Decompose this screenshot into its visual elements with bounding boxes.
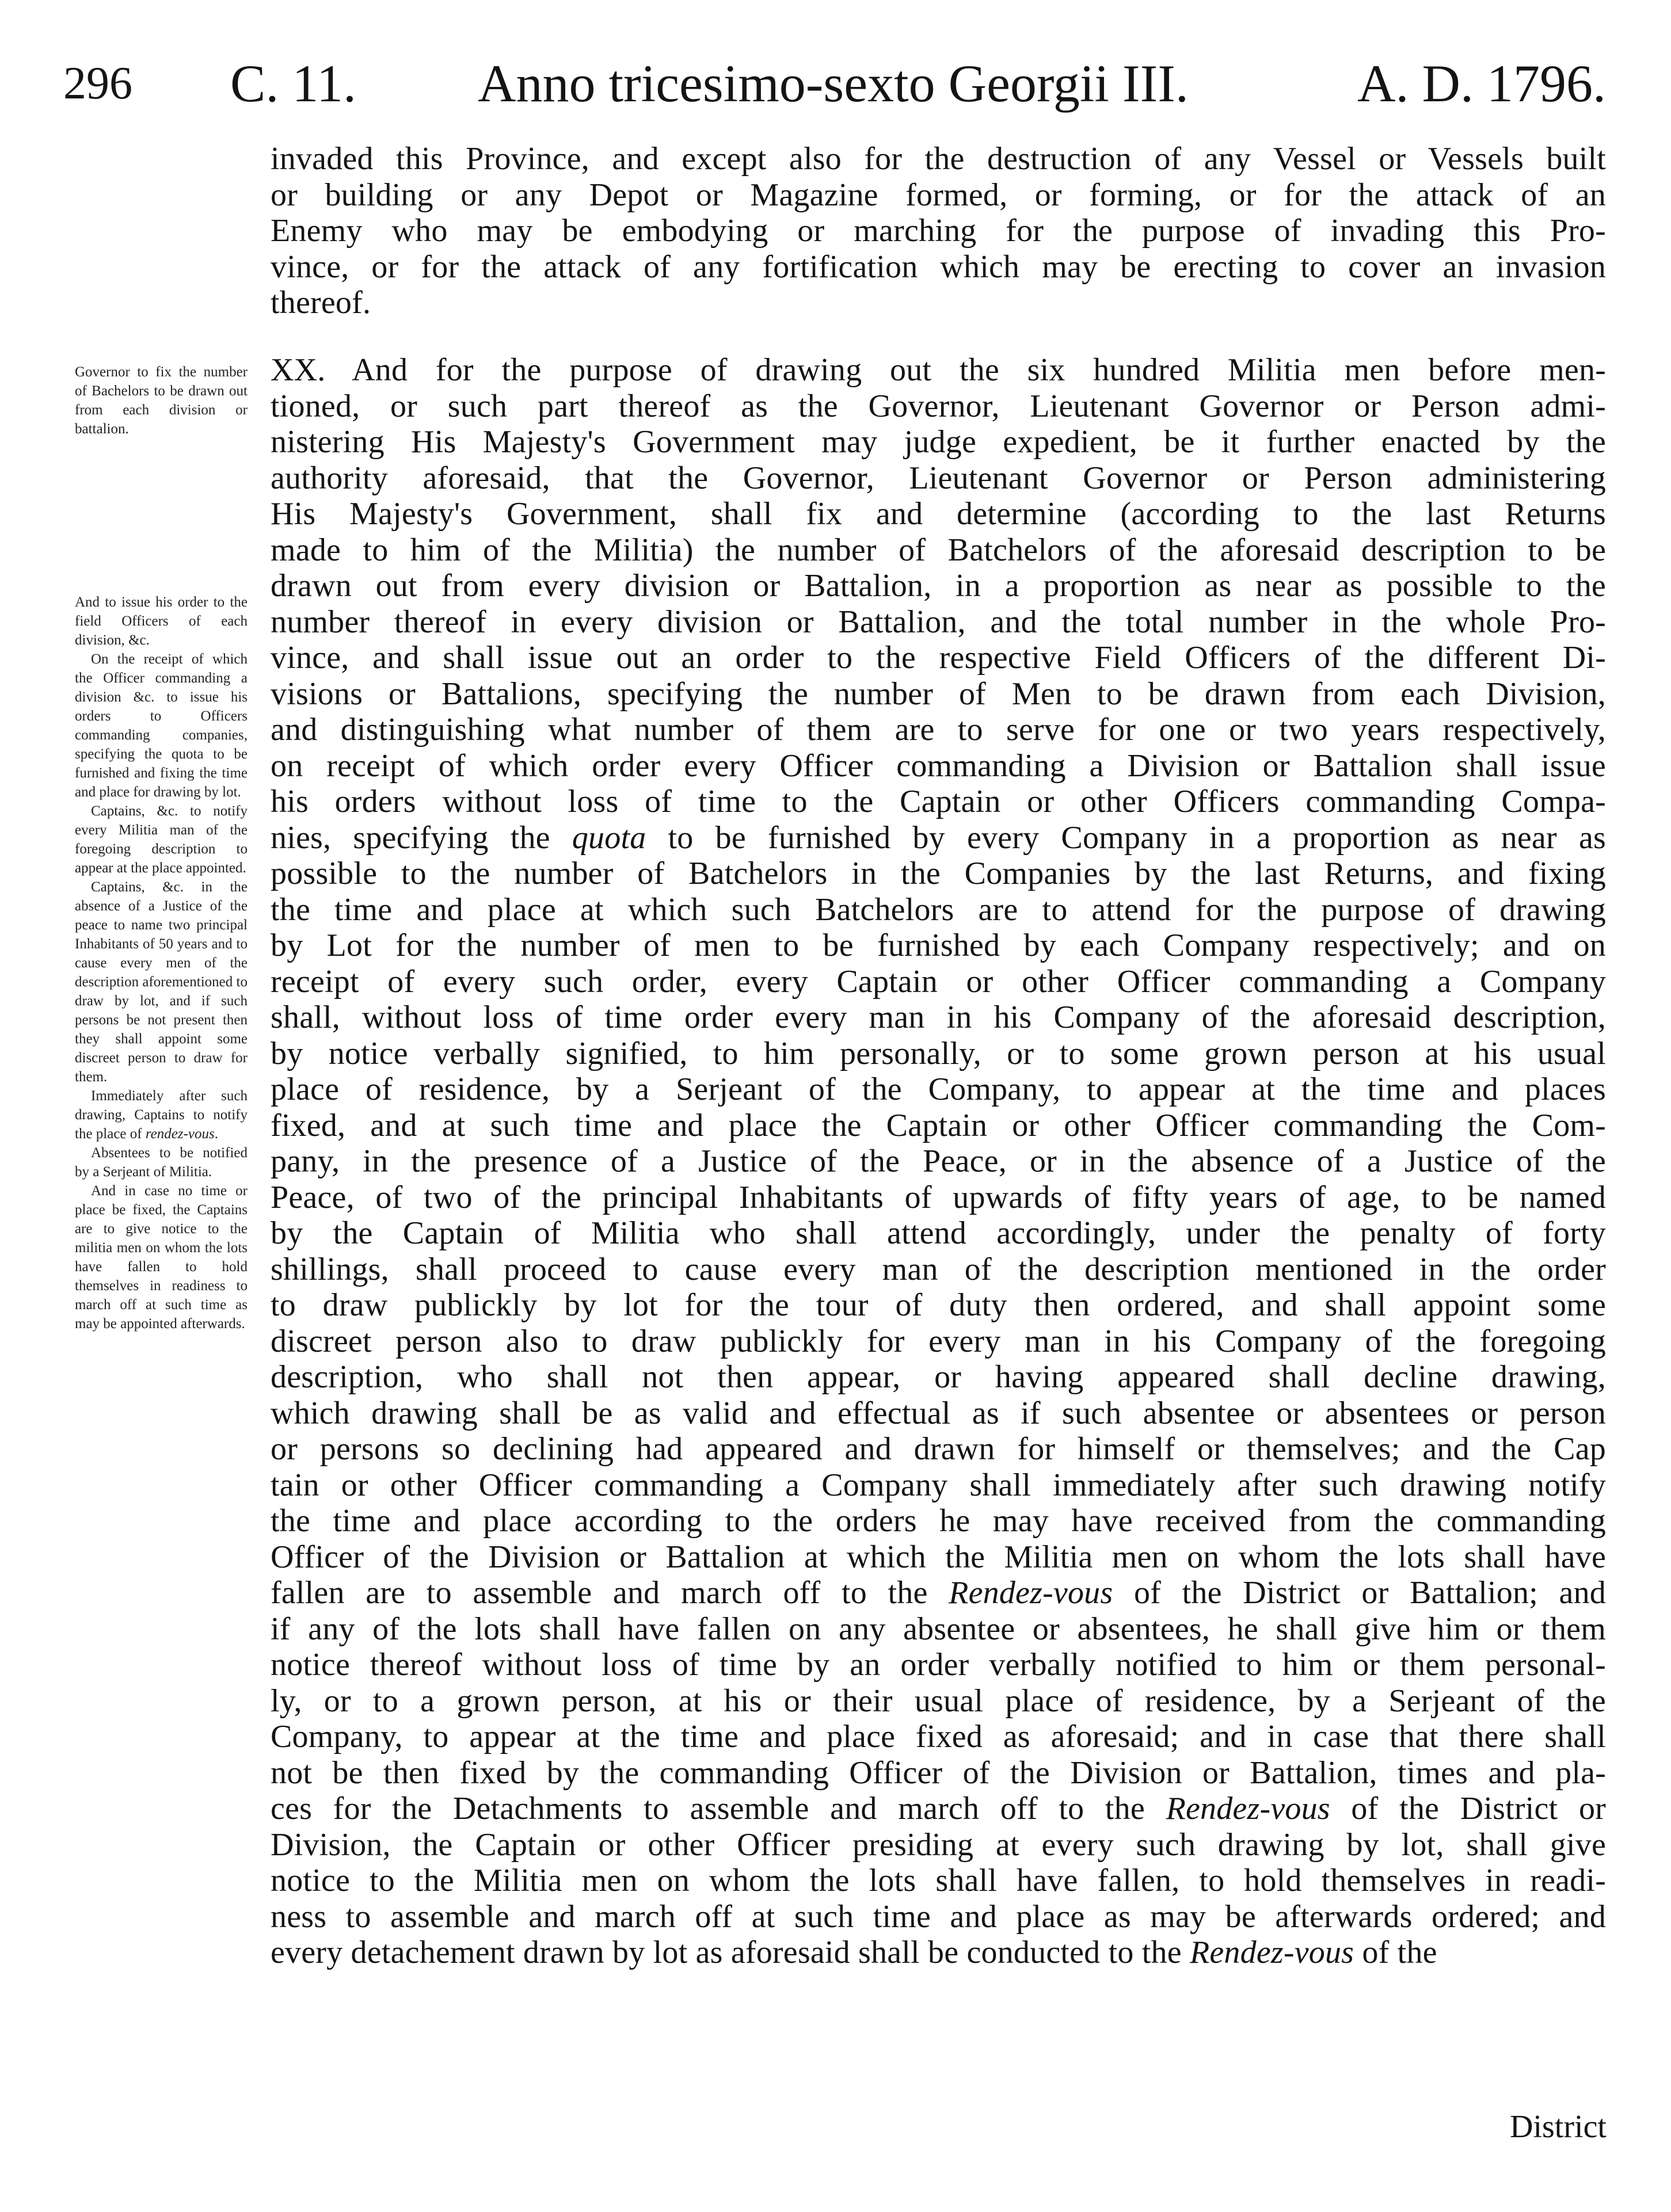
text-line: Peace, of two of the principal Inhabitants of upwards of fifty years of age, to be named <box>271 1179 1606 1215</box>
text-line: not be then fixed by the commanding Officer of the Division or Battalion, times and pla- <box>271 1755 1606 1791</box>
margin-note: Absentees to be notified by a Serjeant of Militia. <box>75 1145 248 1180</box>
statute-title: Anno tricesimo-sexto Georgii III. <box>478 54 1189 113</box>
text-line: Officer of the Division or Battalion at which the Militia men on whom the lots shall have <box>271 1539 1606 1575</box>
text-line: receipt of every such order, every Captain or other Officer commanding a Company <box>271 963 1606 1000</box>
catchword: District <box>1510 2109 1607 2145</box>
text-line: ness to assemble and march off at such time and place as may be afterwards ordered; and <box>271 1898 1606 1935</box>
text-line: nies, specifying the quota to be furnished by every Company in a proportion as near as <box>271 819 1606 856</box>
text-line: XX. And for the purpose of drawing out the six hundred Militia men before men- <box>271 352 1606 388</box>
text-line: vince, or for the attack of any fortification which may be erecting to cover an invasion <box>271 249 1606 285</box>
text-line: on receipt of which order every Officer commanding a Division or Battalion shall issue <box>271 747 1606 784</box>
text-line: thereof. <box>271 285 371 321</box>
text-line: if any of the lots shall have fallen on any absentee or absentees, he shall give him or them <box>271 1611 1606 1647</box>
margin-note: And to issue his order to the field Officers of each division, &c. <box>75 594 248 648</box>
text-line: invaded this Province, and except also for the destruction of any Vessel or Vessels built <box>271 141 1606 177</box>
margin-note: Governor to fix the number of Bachelors to be drawn out from each division or battalion. <box>75 364 248 437</box>
margin-notes-bottom <box>75 593 248 1333</box>
text-line: by Lot for the number of men to be furnished by each Company respectively; and on <box>271 928 1606 963</box>
text-line: ly, or to a grown person, at his or their usual place of residence, by a Serjeant of the <box>271 1683 1606 1719</box>
statute-date: A. D. 1796. <box>1357 54 1606 113</box>
text-line: shall, without loss of time order every man in his Company of the aforesaid description, <box>271 1000 1606 1035</box>
text-line: Enemy who may be embodying or marching for the purpose of invading this Pro- <box>271 213 1606 249</box>
text-line: possible to the number of Batchelors in the Companies by the last Returns, and fixing <box>271 856 1606 891</box>
text-line: tioned, or such part thereof as the Governor, Lieutenant Governor or Person admi- <box>271 388 1606 424</box>
text-line: the time and place according to the orders he may have received from the commanding <box>271 1503 1606 1539</box>
text-line: every detachement drawn by lot as aforesaid shall be conducted to the Rendez-vous of the <box>271 1935 1437 1970</box>
text-line: ces for the Detachments to assemble and march off to the Rendez-vous of the District or <box>271 1791 1606 1826</box>
text-line: shillings, shall proceed to cause every man of the description mentioned in the order <box>271 1251 1606 1287</box>
text-line: which drawing shall be as valid and effectual as if such absentee or absentees or person <box>271 1395 1606 1431</box>
margin-note: On the receipt of which the Officer commanding a division &c. to issue his orders to Officers commanding companies, specifying the quota to be furnished and fixing the time and place for drawing by lot. <box>75 651 248 800</box>
text-line: notice to the Militia men on whom the lots shall have fallen, to hold themselves in readi- <box>271 1863 1606 1898</box>
text-line: Company, to appear at the time and place fixed as aforesaid; and in case that there shall <box>271 1719 1606 1755</box>
text-line: visions or Battalions, specifying the number of Men to be drawn from each Division, <box>271 676 1606 712</box>
text-line: made to him of the Militia) the number of Batchelors of the aforesaid description to be <box>271 532 1606 568</box>
text-line: notice thereof without loss of time by an order verbally notified to him or them personal- <box>271 1647 1606 1683</box>
running-head <box>63 40 1606 127</box>
text-line: discreet person also to draw publickly for every man in his Company of the foregoing <box>271 1323 1606 1359</box>
text-line: by notice verbally signified, to him personally, or to some grown person at his usual <box>271 1035 1606 1071</box>
text-line: the time and place at which such Batchelors are to attend for the purpose of drawing <box>271 891 1606 928</box>
chapter-number: C. 11. <box>230 54 356 113</box>
text-line: by the Captain of Militia who shall attend accordingly, under the penalty of forty <box>271 1215 1606 1251</box>
text-line: authority aforesaid, that the Governor, Lieutenant Governor or Person administering <box>271 460 1606 496</box>
text-line: place of residence, by a Serjeant of the Company, to appear at the time and places <box>271 1071 1606 1107</box>
text-line: or persons so declining had appeared and drawn for himself or themselves; and the Cap <box>271 1431 1606 1467</box>
section-xx-paragraph <box>271 352 1606 1971</box>
text-line: number thereof in every division or Battalion, and the total number in the whole Pro- <box>271 604 1606 640</box>
margin-note: Captains, &c. to notify every Militia man of the foregoing description to appear at the place appointed. <box>75 803 248 876</box>
margin-note: Captains, &c. in the absence of a Justice of the peace to name two principal Inhabitants of 50 years and to cause every men of the description aforementioned to draw by lot, and if such persons be not present then they shall appoint some discreet person to draw for them. <box>75 879 248 1085</box>
text-line: description, who shall not then appear, or having appeared shall decline drawing, <box>271 1359 1606 1395</box>
text-line: fallen are to assemble and march off to the Rendez-vous of the District or Battalion; and <box>271 1575 1607 1611</box>
margin-notes-top <box>75 363 248 438</box>
text-line: His Majesty's Government, shall fix and determine (according to the last Returns <box>271 496 1606 532</box>
text-line: fixed, and at such time and place the Captain or other Officer commanding the Com- <box>271 1107 1606 1143</box>
text-line: Division, the Captain or other Officer presiding at every such drawing by lot, shall give <box>271 1826 1606 1863</box>
text-line: tain or other Officer commanding a Company shall immediately after such drawing notify <box>271 1467 1606 1503</box>
text-line: pany, in the presence of a Justice of the Peace, or in the absence of a Justice of the <box>271 1143 1606 1179</box>
text-line: or building or any Depot or Magazine formed, or forming, or for the attack of an <box>271 177 1606 213</box>
margin-note: Immediately after such drawing, Captains to notify the place of rendez-vous. <box>75 1088 248 1142</box>
page-number: 296 <box>63 58 132 109</box>
text-line: vince, and shall issue out an order to the respective Field Officers of the different Di- <box>271 640 1606 676</box>
text-line: nistering His Majesty's Government may judge expedient, be it further enacted by the <box>271 424 1606 460</box>
text-line: his orders without loss of time to the Captain or other Officers commanding Compa- <box>271 784 1606 819</box>
continuation-paragraph <box>271 141 1606 321</box>
text-line: drawn out from every division or Battalion, in a proportion as near as possible to the <box>271 568 1606 604</box>
text-line: to draw publickly by lot for the tour of duty then ordered, and shall appoint some <box>271 1287 1606 1323</box>
text-line: and distinguishing what number of them are to serve for one or two years respectively, <box>271 712 1606 747</box>
margin-note: And in case no time or place be fixed, the Captains are to give notice to the militia men on whom the lots have fallen to hold themselves in readiness to march off at such time as may be appointed afterwards. <box>75 1183 248 1332</box>
